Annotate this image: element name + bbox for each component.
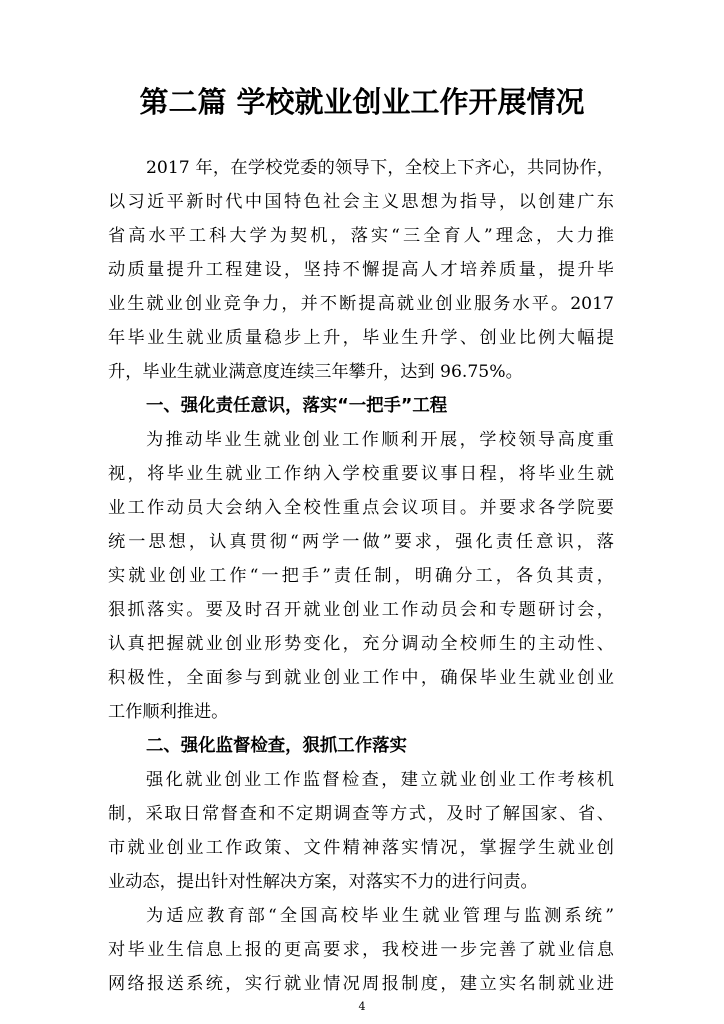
paragraph-line: 2017 年，在学校党委的领导下，全校上下齐心，共同协作，	[146, 158, 614, 178]
paragraph-line: 市就业创业工作政策、文件精神落实情况，掌握学生就业创	[108, 838, 614, 858]
paragraph-line: 积极性，全面参与到就业创业工作中，确保毕业生就业创业	[108, 668, 614, 688]
paragraph-line: 狠抓落实。要及时召开就业创业工作动员会和专题研讨会，	[108, 600, 614, 620]
paragraph-line: 动质量提升工程建设，坚持不懈提高人才培养质量，提升毕	[108, 260, 614, 280]
paragraph-line: 统一思想，认真贯彻“两学一做”要求，强化责任意识，落	[108, 532, 614, 552]
paragraph-line: 省高水平工科大学为契机，落实“三全育人”理念，大力推	[108, 226, 614, 246]
paragraph-line: 升，毕业生就业满意度连续三年攀升，达到 96.75%。	[108, 362, 523, 382]
paragraph-line: 业生就业创业竞争力，并不断提高就业创业服务水平。2017	[108, 294, 614, 314]
paragraph-line: 工作顺利推进。	[108, 702, 229, 722]
paragraph-line: 对毕业生信息上报的更高要求，我校进一步完善了就业信息	[108, 940, 614, 960]
paragraph-line: 网络报送系统，实行就业情况周报制度，建立实名制就业进	[108, 974, 614, 994]
paragraph-line: 强化就业创业工作监督检查，建立就业创业工作考核机	[146, 770, 614, 790]
paragraph-line: 认真把握就业创业形势变化，充分调动全校师生的主动性、	[108, 634, 614, 654]
section-heading-2: 二、强化监督检查，狠抓工作落实	[146, 736, 407, 756]
paragraph-line: 以习近平新时代中国特色社会主义思想为指导，以创建广东	[108, 192, 614, 212]
page-title: 第二篇 学校就业创业工作开展情况	[139, 85, 585, 119]
section-heading-1: 一、强化责任意识，落实“一把手”工程	[146, 396, 448, 416]
paragraph-line: 制，采取日常督查和不定期调查等方式，及时了解国家、省、	[108, 804, 614, 824]
paragraph-line: 实就业创业工作“一把手”责任制，明确分工，各负其责，	[108, 566, 614, 586]
paragraph-line: 视，将毕业生就业工作纳入学校重要议事日程，将毕业生就	[108, 464, 614, 484]
paragraph-line: 为推动毕业生就业创业工作顺利开展，学校领导高度重	[146, 430, 614, 450]
paragraph-line: 为适应教育部“全国高校毕业生就业管理与监测系统”	[146, 906, 614, 926]
paragraph-line: 业动态，提出针对性解决方案，对落实不力的进行问责。	[108, 872, 538, 892]
paragraph-line: 业工作动员大会纳入全校性重点会议项目。并要求各学院要	[108, 498, 614, 518]
paragraph-line: 年毕业生就业质量稳步上升，毕业生升学、创业比例大幅提	[108, 328, 614, 348]
page-number: 4	[358, 1000, 366, 1013]
